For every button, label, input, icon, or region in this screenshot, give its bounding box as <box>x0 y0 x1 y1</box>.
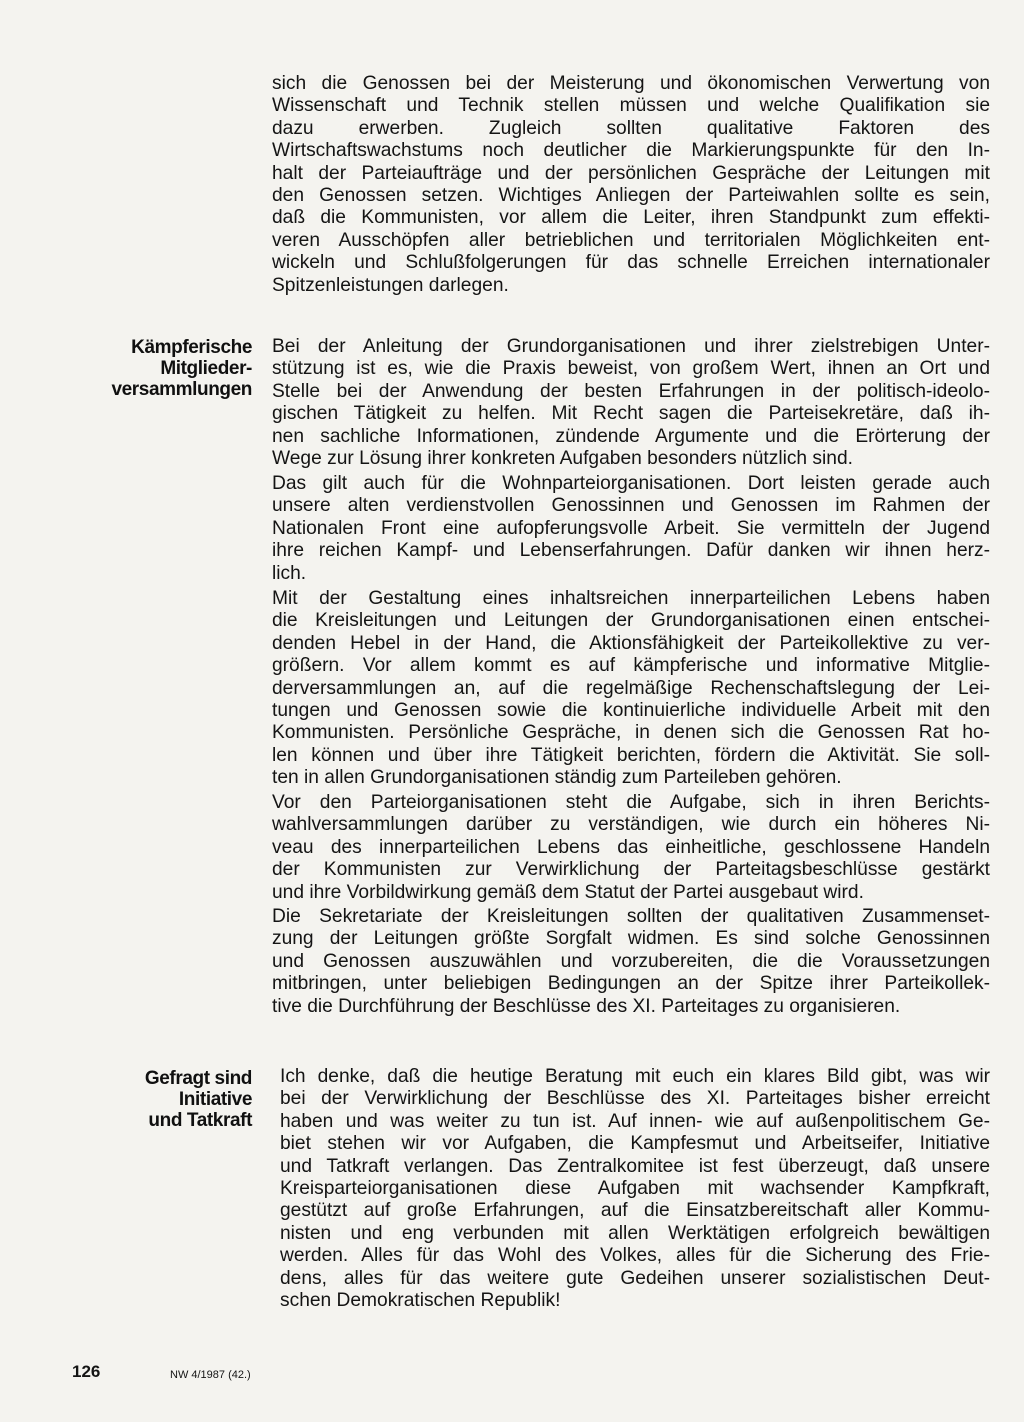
text-line: sich die Genossen bei der Meisterung und ökonomischen Verwertung von <box>272 73 990 94</box>
sidenote-gefragt-sind-initiative: Gefragt sind Initiative und Tatkraft <box>144 1068 252 1131</box>
text-line: werden. Alles für das Wohl des Volkes, alles für die Sicherung des Frie- <box>280 1245 990 1267</box>
text-line: stützung ist es, wie die Praxis beweist, von großem Wert, ihnen an Ort und <box>272 358 990 380</box>
paragraph-1 <box>272 336 990 470</box>
text-line: halt der Parteiaufträge und der persönlichen Gespräche der Leitungen mit <box>272 162 990 184</box>
paragraph-4 <box>272 792 990 904</box>
text-line: derversammlungen an, auf die regelmäßige Rechenschaftslegung der Lei- <box>272 677 990 699</box>
text-line: denden Hebel in der Hand, die Aktionsfähigkeit der Parteikollektive zu ver- <box>272 632 990 654</box>
paragraph-3 <box>272 588 990 790</box>
text-line: dazu erwerben. Zugleich sollten qualitative Faktoren des <box>272 117 990 139</box>
paragraph-2 <box>272 473 990 585</box>
paragraph-0 <box>272 73 990 297</box>
text-line: bei der Verwirklichung der Beschlüsse des XI. Parteitages bisher erreicht <box>280 1088 990 1110</box>
text-line: Stelle bei der Anwendung der besten Erfahrungen in der politisch-ideolo- <box>272 380 990 402</box>
text-line: Ich denke, daß die heutige Beratung mit euch ein klares Bild gibt, was wir <box>280 1066 990 1087</box>
text-line: gestützt auf große Erfahrungen, auf die Einsatzbereitschaft aller Kommu- <box>280 1200 990 1222</box>
paragraph-5 <box>272 906 990 1018</box>
text-line: Die Sekretariate der Kreisleitungen sollten der qualitativen Zusammenset- <box>272 906 990 927</box>
text-line: Kommunisten. Persönliche Gespräche, in denen sich die Genossen Rat ho- <box>272 722 990 744</box>
text-line: mitbringen, unter beliebigen Bedingungen an der Spitze ihrer Parteikollek- <box>272 973 990 995</box>
text-line: tive die Durchführung der Beschlüsse des XI. Parteitages zu organisieren. <box>272 995 901 1017</box>
text-line: biet stehen wir vor Aufgaben, die Kampfesmut und Arbeitseifer, Initiative <box>280 1133 990 1155</box>
text-line: unsere alten verdienstvollen Genossinnen und Genossen im Rahmen der <box>272 495 990 517</box>
text-line: lich. <box>272 562 307 584</box>
text-line: haben und was weiter zu tun ist. Auf innen- wie auf außenpolitischem Ge- <box>280 1110 990 1132</box>
text-line: und ihre Vorbildwirkung gemäß dem Statut der Partei ausgebaut wird. <box>272 881 864 903</box>
text-line: den Genossen setzen. Wichtiges Anliegen der Parteiwahlen sollte es sein, <box>272 184 990 206</box>
text-line: Nationalen Front eine aufopferungsvolle Arbeit. Sie vermitteln der Jugend <box>272 517 990 539</box>
text-line: Wissenschaft und Technik stellen müssen und welche Qualifikation sie <box>272 95 990 117</box>
text-line: veren Ausschöpfen aller betrieblichen und territorialen Möglichkeiten ent- <box>272 229 990 251</box>
text-line: veau des innerparteilichen Lebens das einheitliche, geschlossene Handeln <box>272 836 990 858</box>
text-line: Das gilt auch für die Wohnparteiorganisationen. Dort leisten gerade auch <box>272 473 990 494</box>
text-line: wahlversammlungen darüber zu verständigen, wie durch ein höheres Ni- <box>272 814 990 836</box>
text-line: Kreisparteiorganisationen diese Aufgaben mit wachsender Kampfkraft, <box>280 1177 990 1199</box>
text-line: zung der Leitungen größte Sorgfalt widmen. Es sind solche Genossinnen <box>272 928 990 950</box>
text-line: Bei der Anleitung der Grundorganisationen und ihrer zielstrebigen Unter- <box>272 336 990 357</box>
text-line: daß die Kommunisten, vor allem die Leiter, ihren Standpunkt zum effekti- <box>272 207 990 229</box>
text-line: ten in allen Grundorganisationen ständig zum Parteileben gehören. <box>272 767 842 789</box>
text-line: dens, alles für das weitere gute Gedeihen unserer sozialistischen Deut- <box>280 1267 990 1289</box>
text-line: nisten und eng verbunden mit allen Werktätigen erfolgreich bewältigen <box>280 1222 990 1244</box>
text-line: ihre reichen Kampf- und Lebenserfahrungen. Dafür danken wir ihnen herz- <box>272 540 990 562</box>
text-line: die Kreisleitungen und Leitungen der Grundorganisationen einen entschei- <box>272 610 990 632</box>
text-line: schen Demokratischen Republik! <box>280 1289 561 1311</box>
text-line: größern. Vor allem kommt es auf kämpferische und informative Mitglie- <box>272 655 990 677</box>
text-line: und Tatkraft verlangen. Das Zentralkomitee ist fest überzeugt, daß unsere <box>280 1155 990 1177</box>
text-line: Mit der Gestaltung eines inhaltsreichen innerparteilichen Lebens haben <box>272 588 990 609</box>
text-line: len können und über ihre Tätigkeit berichten, fördern die Aktivität. Sie soll- <box>272 744 990 766</box>
text-line: gischen Tätigkeit zu helfen. Mit Recht sagen die Parteisekretäre, daß ih- <box>272 403 990 425</box>
sidenote-kaempferische-mitgliederversammlungen: Kämpferische Mitglieder- versammlungen <box>111 337 252 400</box>
text-line: nen sachliche Informationen, zündende Argumente und die Erörterung der <box>272 425 990 447</box>
text-line: Wirtschaftswachstums noch deutlicher die Markierungspunkte für den In- <box>272 140 990 162</box>
text-line: Spitzenleistungen darlegen. <box>272 274 509 296</box>
paragraph-6 <box>280 1066 990 1312</box>
page-number: 126 <box>72 1362 101 1381</box>
text-line: tungen und Genossen sowie die kontinuierliche individuelle Arbeit mit den <box>272 699 990 721</box>
text-line: wickeln und Schlußfolgerungen für das schnelle Erreichen internationaler <box>272 252 990 274</box>
text-line: Vor den Parteiorganisationen steht die Aufgabe, sich in ihren Berichts- <box>272 792 990 813</box>
issue-reference: NW 4/1987 (42.) <box>170 1369 251 1381</box>
text-line: Wege zur Lösung ihrer konkreten Aufgaben besonders nützlich sind. <box>272 447 853 469</box>
text-line: der Kommunisten zur Verwirklichung der Parteitagsbeschlüsse gestärkt <box>272 859 990 881</box>
text-line: und Genossen auszuwählen und vorzubereiten, die die Voraussetzungen <box>272 950 990 972</box>
